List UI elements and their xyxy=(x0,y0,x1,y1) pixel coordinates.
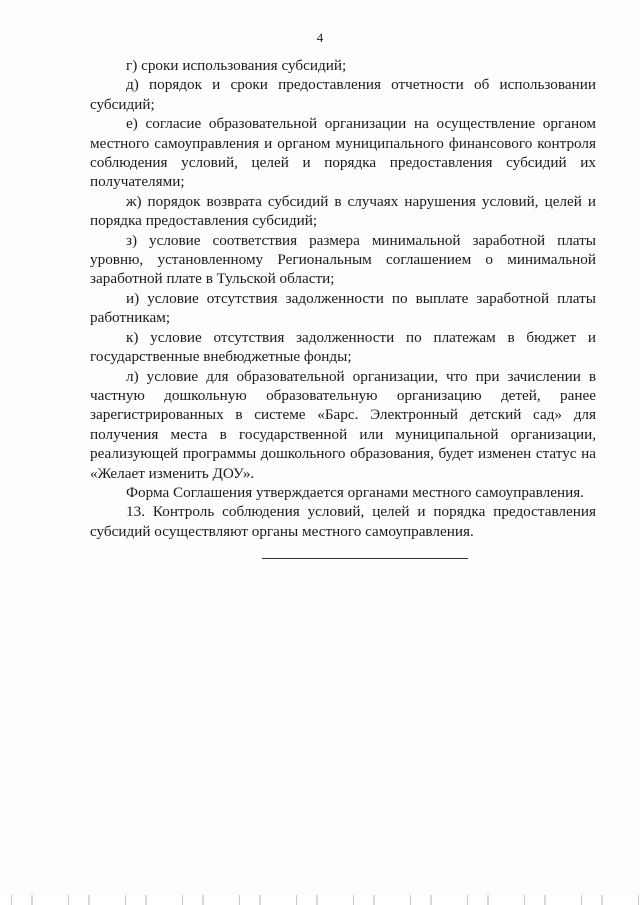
end-of-text-rule xyxy=(262,558,468,559)
paragraph-e-consent-to-control: е) согласие образовательной организации на осуществление органом местного самоуправления и органом муниципального финансового контроля соблюдения условий, целей и порядка предоставления субсидий их получателями; xyxy=(90,115,596,191)
scan-edge-artifact xyxy=(0,895,640,905)
paragraph-z-minimum-wage: з) условие соответствия размера минимальной заработной платы уровню, установленному Региональным соглашением о минимальной заработной плате в Тульской области; xyxy=(90,231,596,288)
paragraph-i-no-wage-debt: и) условие отсутствия задолженности по выплате заработной платы работникам; xyxy=(90,289,596,327)
paragraph-zh-refund-procedure: ж) порядок возврата субсидий в случаях нарушения условий, целей и порядка предоставления субсидий; xyxy=(90,192,596,230)
page-number: 4 xyxy=(316,30,324,45)
paragraph-k-no-tax-debt: к) условие отсутствия задолженности по платежам в бюджет и государственные внебюджетные фонды; xyxy=(90,328,596,366)
document-body xyxy=(90,56,596,541)
paragraph-d-reporting: д) порядок и сроки предоставления отчетности об использовании субсидий; xyxy=(90,76,596,113)
paragraph-agreement-form: Форма Соглашения утверждается органами местного самоуправления. xyxy=(126,483,584,501)
paragraph-g-subsidy-terms: г) сроки использования субсидий; xyxy=(126,57,347,74)
paragraph-13-control: 13. Контроль соблюдения условий, целей и порядка предоставления субсидий осуществляют органы местного самоуправления. xyxy=(90,503,596,540)
paragraph-l-enrollment-status: л) условие для образовательной организации, что при зачислении в частную дошкольную образовательную организацию детей, ранее зарегистрированных в системе «Барс. Электронный детский сад» для получения места в государственной или муниципальной организации, реализующей программы дошкольного образования, будет изменен статус на «Желает изменить ДОУ». xyxy=(90,367,596,482)
